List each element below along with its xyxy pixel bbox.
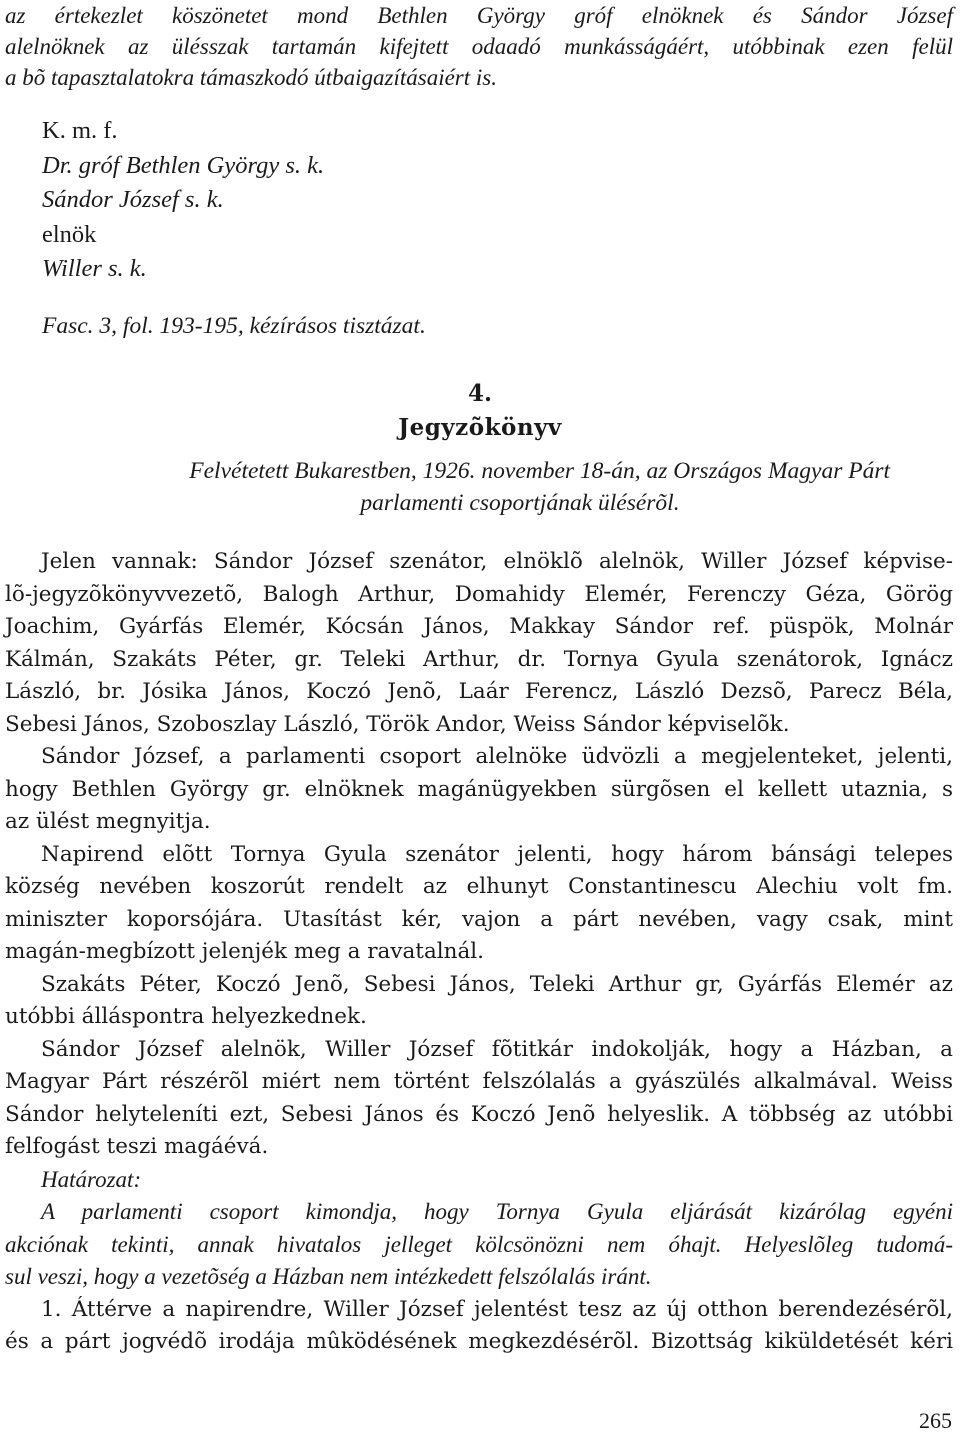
text-line: és a párt jogvédõ irodája mûködésének megkezdésérõl. Bizottság kiküldetését kéri bbox=[5, 1329, 953, 1354]
text-line: Sebesi János, Szoboszlay László, Török Andor, Weiss Sándor képviselõk. bbox=[5, 711, 790, 737]
subtitle-line: parlamenti csoportjának ülésérõl. bbox=[360, 490, 680, 516]
text-line: László, br. Jósika János, Koczó Jenõ, Laár Ferencz, László Dezsõ, Parecz Béla, bbox=[5, 679, 953, 704]
document-subtitle bbox=[0, 455, 890, 519]
text-line: miniszter koporsójára. Utasítást kér, vajon a párt nevében, vagy csak, mint bbox=[5, 906, 953, 932]
signature-role: elnök bbox=[42, 220, 97, 248]
text-line: A parlamenti csoport kimondja, hogy Tornya Gyula eljárását kizárólag egyéni bbox=[41, 1199, 953, 1224]
text-line: Napirend elõtt Tornya Gyula szenátor jelenti, hogy három bánsági telepes bbox=[41, 841, 953, 867]
text-line: alelnöknek az ülésszak tartamán kifejtett odaadó munkásságáért, utóbbinak ezen felül bbox=[5, 34, 953, 59]
text-line: felfogást teszi magáévá. bbox=[5, 1134, 269, 1159]
text-line: 1. Áttérve a napirendre, Willer József jelentést tesz az új otthon berendezésérõl, bbox=[41, 1296, 953, 1322]
text-line: hogy Bethlen György gr. elnöknek magánügyekben sürgõsen el kellett utaznia, s bbox=[5, 776, 953, 802]
text-line: Kálmán, Szakáts Péter, gr. Teleki Arthur, dr. Tornya Gyula szenátorok, Ignácz bbox=[5, 646, 953, 672]
text-line: Sándor József alelnök, Willer József fõtitkár indokolják, hogy a Házban, a bbox=[41, 1036, 953, 1062]
document-title: Jegyzõkönyv bbox=[398, 414, 562, 441]
intro-paragraph bbox=[5, 0, 953, 93]
text-line: lõ-jegyzõkönyvvezetõ, Balogh Arthur, Domahidy Elemér, Ferenczy Géza, Görög bbox=[5, 581, 953, 607]
text-line: község nevében koszorút rendelt az elhunyt Constantinescu Alechiu volt fm. bbox=[5, 874, 953, 899]
text-line: utóbbi álláspontra helyezkednek. bbox=[5, 1004, 367, 1029]
text-line: akciónak tekinti, annak hivatalos jelleget kölcsönözni nem óhajt. Helyeslõleg tudomá- bbox=[5, 1231, 953, 1257]
signature-bethlen: Dr. gróf Bethlen György s. k. bbox=[42, 151, 325, 179]
source-reference: Fasc. 3, fol. 193-195, kézírásos tisztázat. bbox=[42, 313, 426, 339]
minutes-body bbox=[5, 546, 953, 1359]
document-number: 4. bbox=[467, 380, 492, 407]
text-line: magán-megbízott jelenjék meg a ravatalnál. bbox=[5, 939, 485, 964]
text-line: az ülést megnyitja. bbox=[5, 809, 211, 834]
signature-willer: Willer s. k. bbox=[42, 255, 147, 282]
document-page bbox=[5, 0, 953, 93]
text-line: Szakáts Péter, Koczó Jenõ, Sebesi János, Teleki Arthur gr, Gyárfás Elemér az bbox=[41, 971, 953, 997]
text-line: Magyar Párt részérõl miért nem történt felszólalás a gyászülés alkalmával. Weiss bbox=[5, 1069, 953, 1094]
text-line: a bõ tapasztalatokra támaszkodó útbaigazításaiért is. bbox=[5, 65, 497, 90]
text-line: Jelen vannak: Sándor József szenátor, elnöklõ alelnök, Willer József képvise- bbox=[41, 549, 953, 574]
signature-block bbox=[42, 114, 324, 287]
text-line: sul veszi, hogy a vezetõség a Házban nem intézkedett felszólalás iránt. bbox=[5, 1264, 652, 1289]
signature-kmf: K. m. f. bbox=[42, 117, 118, 144]
subtitle-line: Felvétetett Bukarestben, 1926. november 18-án, az Országos Magyar Párt bbox=[189, 458, 890, 484]
text-line: Sándor helyteleníti ezt, Sebesi János és Koczó Jenõ helyeslik. A többség az utóbbi bbox=[5, 1101, 953, 1127]
signature-sandor: Sándor József s. k. bbox=[42, 186, 224, 213]
text-line: Sándor József, a parlamenti csoport alelnöke üdvözli a megjelenteket, jelenti, bbox=[41, 744, 953, 769]
text-line: Joachim, Gyárfás Elemér, Kócsán János, Makkay Sándor ref. püspök, Molnár bbox=[5, 614, 953, 639]
text-line: Határozat: bbox=[41, 1166, 142, 1192]
text-line: az értekezlet köszönetet mond Bethlen György gróf elnöknek és Sándor József bbox=[5, 3, 953, 28]
page-number: 265 bbox=[919, 1408, 952, 1433]
